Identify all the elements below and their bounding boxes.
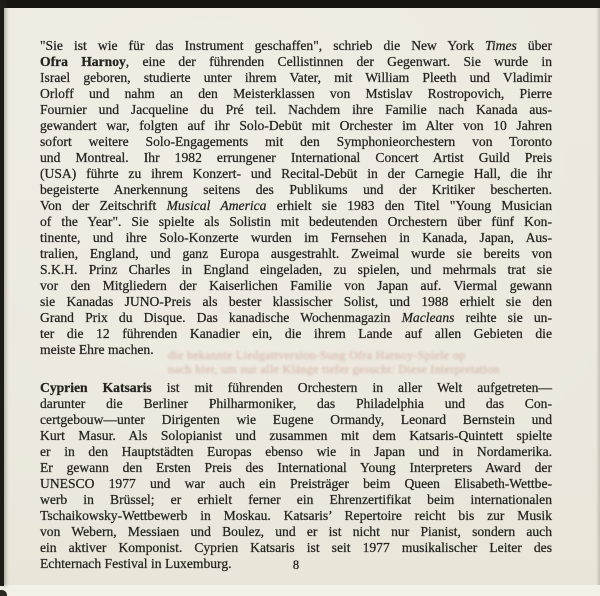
text-segment: und Montreal. Ihr 1982 errungener International Concert Artist Guild Preis (40, 150, 552, 165)
text-line (40, 230, 552, 246)
text-segment: sie Kanadas JUNO-Preis als bester klassischer Solist, und 1988 erhielt sie den (40, 294, 552, 309)
text-segment: of the Year". Sie spielte als Solistin mit bedeutenden Orchestern über fünf Kon- (40, 214, 552, 229)
text-line (40, 460, 552, 476)
text-segment: "Sie ist wie für das Instrument geschaffen", schrieb die New York (40, 38, 486, 53)
text-line (40, 310, 552, 326)
text-line (40, 118, 552, 134)
text-segment: meiste Ehre machen. (40, 342, 154, 357)
text-segment: Times (485, 38, 517, 53)
text-line (40, 342, 552, 358)
text-line (40, 70, 552, 86)
scan-top-border (0, 0, 600, 8)
text-segment: , eine der führenden Cellistinnen der Gegenwart. Sie wurde in (125, 54, 553, 69)
text-segment: von Webern, Messiaen und Boulez, und er ist nicht nur Pianist, sondern auch (40, 524, 552, 539)
text-segment: Er gewann den Ersten Preis des International Young Interpreters Award der (40, 460, 552, 475)
text-line (40, 428, 552, 444)
text-segment: ter die 12 führenden Kanadier ein, die ihrem Lande auf allen Gebieten die (40, 326, 552, 341)
text-line (40, 444, 552, 460)
text-segment: begeisterte Anerkennung seitens des Publikums und der Kritiker bescherten. (40, 182, 552, 197)
text-line (40, 412, 552, 428)
text-segment: vor den Mitgliedern der Kaiserlichen Familie von Japan auf. Viermal gewann (40, 278, 552, 293)
text-segment: ein aktiver Komponist. Cyprien Katsaris ist seit 1977 musikalischer Leiter des (40, 540, 552, 555)
paragraph (40, 380, 552, 572)
text-line (40, 54, 552, 70)
text-line (40, 166, 552, 182)
text-line (40, 278, 552, 294)
text-line (40, 524, 552, 540)
text-line (40, 294, 552, 310)
text-line (40, 198, 552, 214)
text-segment: Kurt Masur. Als Solopianist und zusammen mit dem Katsaris-Quintett spielte (40, 428, 552, 443)
text-line (40, 102, 552, 118)
text-line (40, 396, 552, 412)
scan-left-border (0, 0, 4, 586)
text-line (40, 540, 552, 556)
text-segment: Musical America (166, 198, 267, 213)
text-line (40, 380, 552, 396)
bleed-through-line: die bekannte Liedgattversion-Sung Ofra Harnoy-Spiele op (168, 348, 466, 362)
text-segment: Grand Prix du Disque. Das kanadische Wochenmagazin (40, 310, 402, 325)
text-segment: Fournier und Jacqueline du Pré teil. Nachdem ihre Familie nach Kanada aus- (40, 102, 552, 117)
text-segment: tralien, England, und ganz Europa ausgestrahlt. Zweimal wurde sie bereits von (40, 246, 552, 261)
text-segment: tinente, und ihre Solo-Konzerte wurden im Fernsehen in Kanada, Japan, Aus- (40, 230, 552, 245)
text-line (40, 262, 552, 278)
text-segment: erhielt sie 1983 den Titel "Young Musician (266, 198, 553, 213)
text-line (40, 246, 552, 262)
text-line (40, 476, 552, 492)
text-segment: ist mit führenden Orchestern in aller Welt aufgetreten— (151, 380, 553, 395)
text-segment: (USA) führte zu ihrem Konzert- und Recital-Debüt in der Carnegie Hall, die ihr (40, 166, 552, 181)
text-line (40, 86, 552, 102)
text-line (40, 492, 552, 508)
page-number: 8 (292, 558, 300, 572)
text-line (40, 150, 552, 166)
text-segment: Ofra Harnoy (40, 54, 126, 69)
text-line (40, 508, 552, 524)
bleed-through-line: nach hier, um nur alle Klänge tiefer gesucht: Diese Interpretation (168, 362, 500, 376)
text-line (40, 214, 552, 230)
paragraph (40, 38, 552, 358)
text-segment: gewandert war, folgten auf ihr Solo-Debüt mit Orchester im Alter von 10 Jahren (40, 118, 552, 133)
text-segment: reihte sie un- (454, 310, 552, 325)
text-segment: UNESCO 1977 und war auch ein Preisträger beim Queen Elisabeth-Wettbe- (40, 476, 552, 491)
text-segment: Cyprien Katsaris (40, 380, 152, 395)
text-segment: Orloff und nahm an den Meisterklassen von Mstislav Rostropovich, Pierre (40, 86, 552, 101)
scan-bottom-edge (0, 585, 600, 596)
text-segment: Macleans (401, 310, 455, 325)
text-segment: über (516, 38, 552, 53)
text-segment: sofort weitere Solo-Engagements mit den Symphonieorchestern von Toronto (40, 134, 552, 149)
scan-right-edge-shadow (596, 8, 600, 596)
text-line (40, 38, 552, 54)
text-segment: S.K.H. Prinz Charles in England eingeladen, zu spielen, und mehrmals trat sie (40, 262, 552, 277)
text-line (40, 134, 552, 150)
text-segment: werb in Brüssel; er erhielt ferner ein Ehrenzertifikat beim internationalen (40, 492, 552, 507)
text-segment: certgebouw—unter Dirigenten wie Eugene Ormandy, Leonard Bernstein und (40, 412, 552, 427)
text-segment: Israel geboren, studierte unter ihrem Vater, mit William Pleeth und Vladimir (40, 70, 552, 85)
text-segment: Von der Zeitschrift (40, 198, 167, 213)
text-segment: darunter die Berliner Philharmoniker, das Philadelphia und das Con- (40, 396, 552, 411)
text-block (40, 38, 552, 572)
text-segment: Tschaikowsky-Wettbewerb in Moskau. Katsaris’ Repertoire reicht bis zur Musik (40, 508, 552, 523)
text-segment: Echternach Festival in Luxemburg. (40, 556, 232, 571)
text-segment: er in den Hauptstädten Europas ebenso wie in Japan und in Nordamerika. (40, 444, 552, 459)
text-line (40, 182, 552, 198)
text-line (40, 326, 552, 342)
